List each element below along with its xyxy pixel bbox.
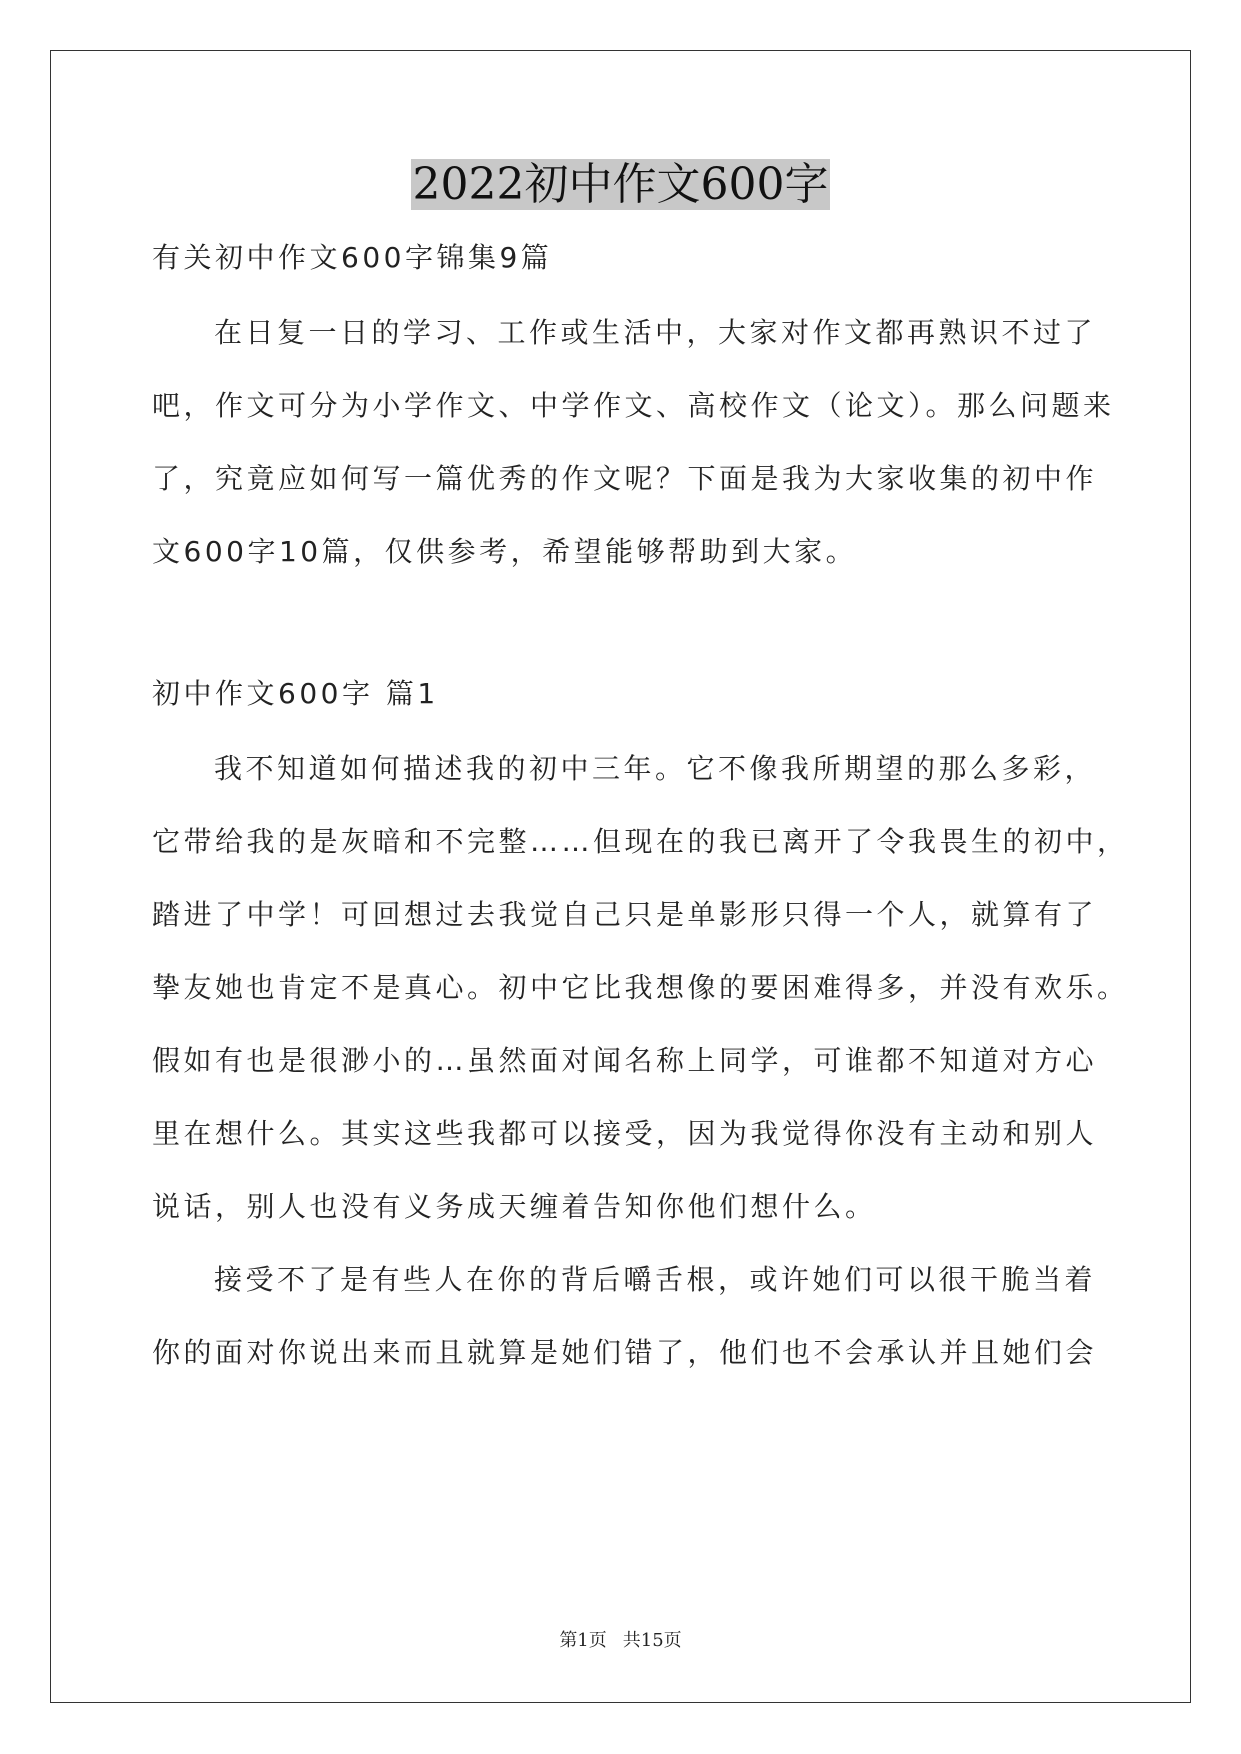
para1-line-2: 它带给我的是灰暗和不完整……但现在的我已离开了令我畏生的初中， [152, 825, 1129, 858]
subtitle: 有关初中作文600字锦集9篇 [152, 241, 553, 274]
para1-line-5: 假如有也是很渺小的…虽然面对闻名称上同学，可谁都不知道对方心 [152, 1044, 1098, 1077]
section-heading: 初中作文600字 篇1 [152, 677, 439, 710]
para2-line-2: 你的面对你说出来而且就算是她们错了，他们也不会承认并且她们会 [152, 1336, 1098, 1369]
page-number: 第1页 [559, 1630, 607, 1651]
para1-line-4: 挚友她也肯定不是真心。初中它比我想像的要困难得多，并没有欢乐。 [152, 971, 1129, 1004]
para1-line-3: 踏进了中学！可回想过去我觉自己只是单影形只得一个人，就算有了 [152, 898, 1098, 931]
document-title [0, 155, 1241, 215]
intro-line-3: 了，究竟应如何写一篇优秀的作文呢？下面是我为大家收集的初中作 [152, 462, 1098, 495]
intro-line-1: 在日复一日的学习、工作或生活中，大家对作文都再熟识不过了 [214, 316, 1097, 349]
para2-line-1: 接受不了是有些人在你的背后嚼舌根，或许她们可以很干脆当着 [214, 1263, 1097, 1296]
para1-line-6: 里在想什么。其实这些我都可以接受，因为我觉得你没有主动和别人 [152, 1117, 1098, 1150]
para1-line-7: 说话，别人也没有义务成天缠着告知你他们想什么。 [152, 1190, 877, 1223]
page-border [50, 50, 1191, 1703]
intro-line-4: 文600字10篇，仅供参考，希望能够帮助到大家。 [152, 535, 858, 568]
para1-line-1: 我不知道如何描述我的初中三年。它不像我所期望的那么多彩， [214, 752, 1097, 785]
page-footer [0, 1626, 1241, 1652]
intro-line-2: 吧，作文可分为小学作文、中学作文、高校作文（论文）。那么问题来 [152, 389, 1115, 422]
page-total: 共15页 [622, 1630, 682, 1651]
title-text: 2022初中作文600字 [412, 159, 829, 210]
